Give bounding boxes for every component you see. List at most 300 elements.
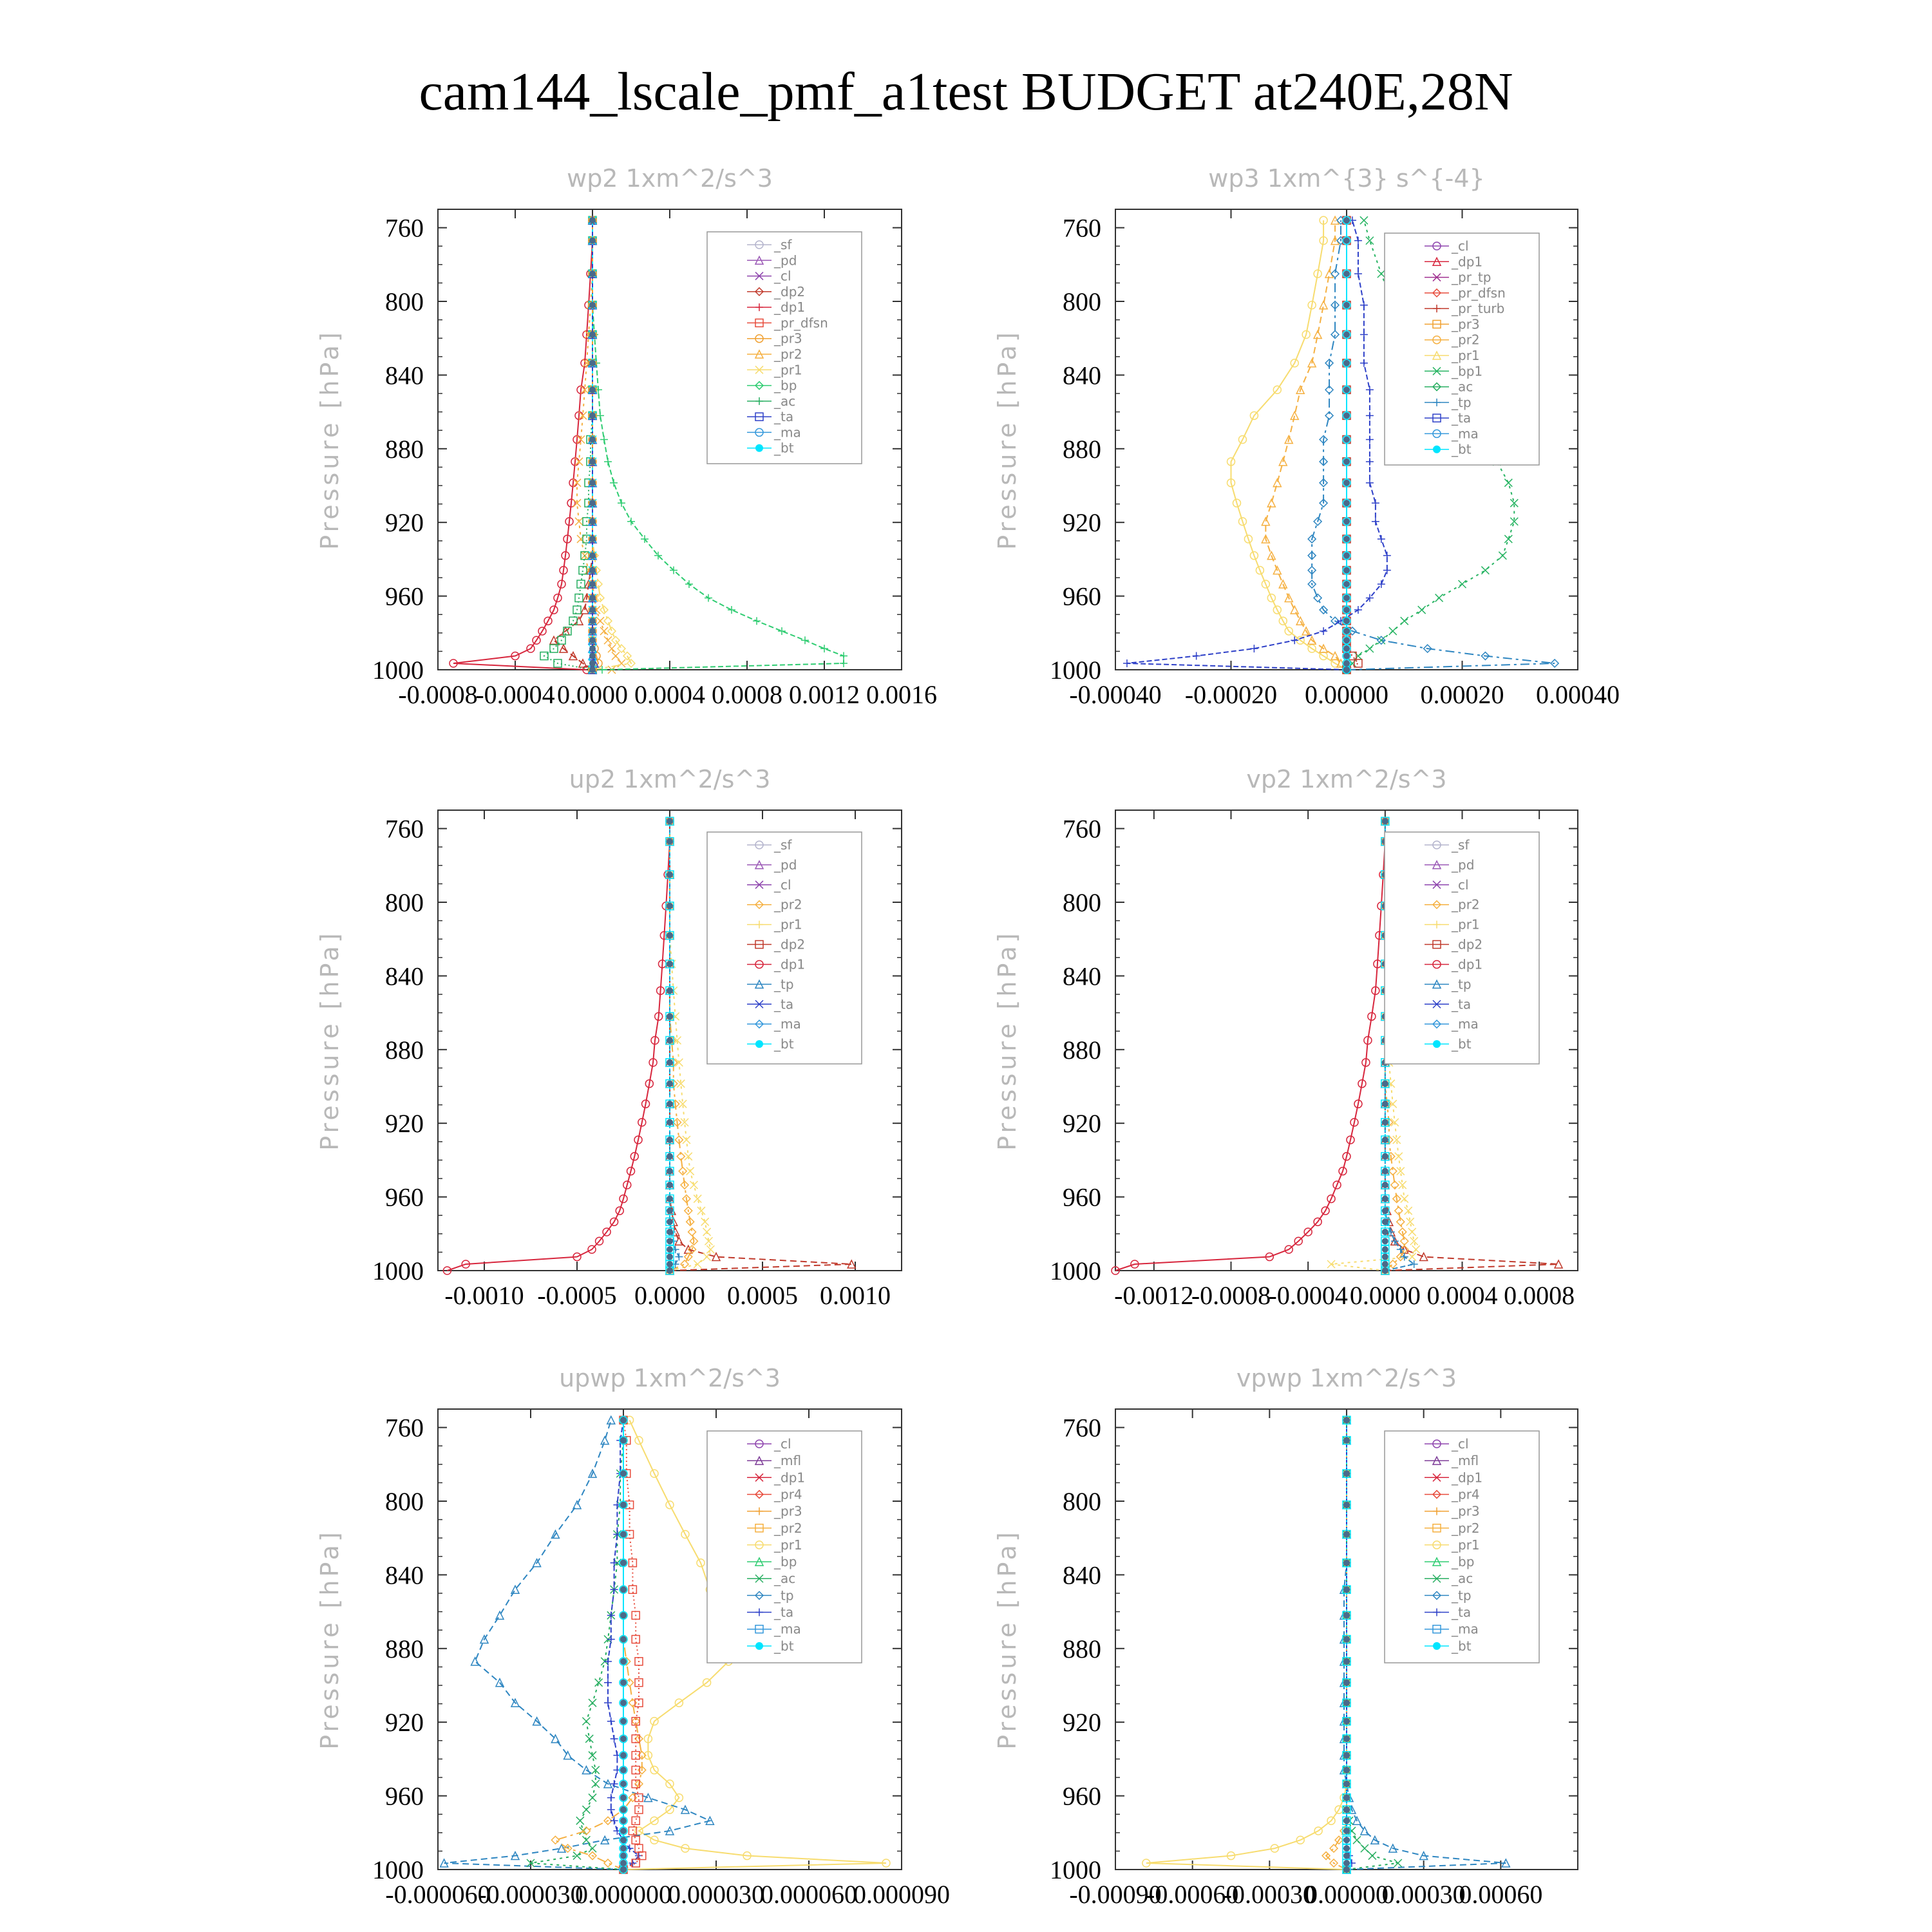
bt-point	[667, 818, 673, 824]
bt-point	[1343, 1658, 1350, 1665]
legend-entry: _ta	[1452, 1604, 1472, 1620]
bt-point	[1343, 1560, 1350, 1566]
bt-point	[620, 1470, 627, 1477]
legend-entry: _dp2	[1452, 936, 1483, 952]
bt-point	[1343, 1853, 1350, 1859]
bt-point	[1343, 1860, 1350, 1866]
bt-point	[589, 594, 596, 601]
y-tick-label: 880	[385, 1035, 424, 1065]
bt-point	[1343, 1437, 1350, 1444]
bt-point	[1343, 1866, 1350, 1873]
bt-point	[1343, 518, 1350, 525]
bt-point	[1343, 536, 1350, 542]
bt-point	[589, 331, 596, 337]
legend-entry: _cl	[1452, 238, 1469, 254]
legend-entry: _bt	[774, 1036, 794, 1052]
legend-entry: _pr1	[774, 362, 802, 378]
bt-point	[620, 1752, 627, 1759]
bt-point	[1382, 1137, 1388, 1143]
legend-entry: _dp1	[774, 956, 806, 972]
x-tick-label: -0.00020	[1184, 680, 1278, 709]
legend-entry: _cl	[774, 268, 791, 284]
bt-point	[667, 1182, 673, 1188]
y-tick-label: 920	[1063, 1708, 1101, 1738]
y-tick-label: 1000	[372, 1855, 424, 1884]
bt-point	[1382, 1229, 1388, 1235]
bt-point	[589, 217, 596, 223]
legend-entry: _pr2	[774, 1520, 802, 1536]
bt-point	[620, 1680, 627, 1686]
x-tick-label: -0.000030	[478, 1880, 583, 1909]
bt-point	[667, 1195, 673, 1202]
bt-point	[620, 1794, 627, 1801]
legend-entry: _pr1	[1452, 348, 1480, 363]
bt-point	[620, 1531, 627, 1537]
bt-point	[1343, 1828, 1350, 1834]
x-tick-label: 0.0000	[1349, 1281, 1421, 1310]
legend-entry: _ac	[774, 1571, 796, 1587]
legend-entry: _cl	[774, 1436, 791, 1452]
bt-point	[1343, 1837, 1350, 1843]
bt-point	[1343, 1612, 1350, 1618]
bt-point	[1382, 1153, 1388, 1160]
x-tick-label: 0.0008	[712, 680, 782, 709]
y-tick-label: 760	[385, 1413, 424, 1443]
bt-point	[1343, 480, 1350, 486]
bt-point	[1343, 1700, 1350, 1706]
legend-marker	[1433, 1040, 1441, 1048]
x-tick-label: -0.00060	[1146, 1880, 1239, 1909]
x-tick-label: -0.00090	[1069, 1880, 1162, 1909]
legend-entry: _ma	[1452, 426, 1479, 442]
y-tick-label: 960	[1063, 582, 1101, 611]
legend-entry: _bp	[1452, 1554, 1475, 1570]
bt-point	[620, 1736, 627, 1742]
legend-entry: _ma	[774, 1621, 801, 1637]
bt-point	[667, 838, 673, 845]
bt-point	[1343, 1845, 1350, 1852]
bt-point	[620, 1612, 627, 1618]
bt-point	[667, 1208, 673, 1214]
x-tick-label: -0.0010	[444, 1281, 524, 1310]
x-tick-label: -0.0004	[475, 680, 555, 709]
bt-point	[667, 932, 673, 938]
bt-point	[667, 1037, 673, 1044]
x-tick-label: 0.000030	[668, 1880, 764, 1909]
legend-entry: _cl	[1452, 876, 1469, 893]
bt-point	[1343, 1586, 1350, 1593]
legend-entry: _pd	[774, 857, 797, 873]
y-tick-label: 920	[385, 508, 424, 538]
bt-point	[589, 238, 596, 244]
legend-entry: _sf	[1452, 837, 1470, 853]
y-tick-label: 1000	[1050, 1855, 1101, 1884]
x-tick-label: 0.0016	[866, 680, 937, 709]
x-tick-label: 0.0004	[634, 680, 705, 709]
x-tick-label: 0.0004	[1426, 1281, 1498, 1310]
x-tick-label: 0.0010	[820, 1281, 891, 1310]
bt-point	[1343, 1767, 1350, 1774]
legend-entry: _ma	[774, 1016, 801, 1032]
y-axis-label: Pressure [hPa]	[993, 329, 1021, 550]
x-tick-label: -0.000060	[385, 1880, 491, 1909]
bt-point	[620, 1636, 627, 1643]
bt-point	[589, 480, 596, 486]
bt-point	[1382, 1101, 1388, 1107]
bt-point	[667, 871, 673, 878]
legend-entry: _pr1	[774, 1537, 802, 1553]
bt-point	[667, 1229, 673, 1235]
x-tick-label: 0.00000	[1305, 680, 1388, 709]
legend-entry: _cl	[774, 876, 791, 893]
bt-point	[620, 1866, 627, 1873]
bt-point	[1343, 217, 1350, 223]
legend-entry: _dp1	[774, 1470, 806, 1486]
x-tick-label: 0.000060	[761, 1880, 857, 1909]
bt-point	[1343, 1752, 1350, 1759]
figure-title: cam144_lscale_pmf_a1test BUDGET at240E,28N	[419, 62, 1513, 122]
x-tick-label: -0.00040	[1069, 680, 1162, 709]
legend-entry: _tp	[1452, 976, 1472, 992]
bt-point	[1382, 1195, 1388, 1202]
x-tick-label: 0.0005	[727, 1281, 798, 1310]
bt-point	[620, 1845, 627, 1852]
y-tick-label: 920	[385, 1708, 424, 1738]
bt-point	[589, 581, 596, 587]
bt-point	[620, 1767, 627, 1774]
x-tick-label: -0.0005	[537, 1281, 617, 1310]
legend-entry: _mfl	[1452, 1453, 1479, 1469]
bt-point	[620, 1700, 627, 1706]
x-tick-label: -0.00030	[1223, 1880, 1316, 1909]
bt-point	[620, 1837, 627, 1843]
legend-entry: _tp	[1452, 394, 1472, 410]
legend-entry: _tp	[1452, 1587, 1472, 1604]
bt-point	[667, 1119, 673, 1126]
bt-point	[589, 553, 596, 559]
bt-point	[667, 1261, 673, 1267]
legend-entry: _bt	[1452, 441, 1472, 457]
bt-point	[1343, 1718, 1350, 1725]
x-tick-label: 0.0008	[1504, 1281, 1575, 1310]
bt-point	[1343, 637, 1350, 643]
legend-entry: _pr_dfsn	[1452, 285, 1506, 301]
bt-point	[1343, 500, 1350, 506]
bt-point	[1343, 1502, 1350, 1508]
legend-entry: _bt	[774, 440, 794, 456]
legend-entry: _pr2	[1452, 1520, 1480, 1536]
y-tick-label: 800	[385, 1487, 424, 1516]
panel-title: up2 1xm^2/s^3	[569, 765, 771, 793]
legend-entry: _ta	[774, 996, 794, 1012]
legend-entry: _ma	[1452, 1621, 1479, 1637]
y-tick-label: 1000	[372, 1256, 424, 1285]
y-tick-label: 800	[1063, 287, 1101, 316]
legend-entry: _pr2	[774, 346, 802, 362]
legend-entry: _ac	[1452, 379, 1473, 395]
bt-point	[1382, 1182, 1388, 1188]
legend-entry: _pr_tp	[1452, 269, 1492, 285]
panel-title: upwp 1xm^2/s^3	[559, 1364, 781, 1392]
legend-marker	[755, 1040, 763, 1048]
legend-entry: _bp1	[1452, 363, 1483, 379]
bt-point	[667, 1013, 673, 1019]
x-tick-label: 0.000000	[575, 1880, 672, 1909]
y-tick-label: 920	[385, 1109, 424, 1139]
legend-marker	[1433, 446, 1441, 453]
y-tick-label: 840	[385, 1560, 424, 1590]
legend-entry: _ma	[1452, 1016, 1479, 1032]
panel-title: vpwp 1xm^2/s^3	[1236, 1364, 1457, 1392]
bt-point	[667, 1101, 673, 1107]
legend-entry: _bt	[1452, 1638, 1472, 1654]
legend-entry: _pr1	[1452, 1537, 1480, 1553]
bt-point	[589, 518, 596, 525]
bt-point	[589, 302, 596, 308]
bt-point	[1382, 1254, 1388, 1260]
bt-point	[1343, 1736, 1350, 1742]
legend-entry: _pd	[1452, 857, 1475, 873]
bt-point	[620, 1586, 627, 1593]
bt-point	[667, 1081, 673, 1087]
bt-point	[667, 1153, 673, 1160]
y-tick-label: 760	[1063, 213, 1101, 243]
legend-entry: _pr2	[774, 896, 802, 913]
bt-point	[1343, 1781, 1350, 1787]
bt-point	[589, 270, 596, 277]
legend-entry: _ta	[774, 1604, 794, 1620]
bt-point	[589, 437, 596, 443]
bt-point	[589, 645, 596, 652]
bt-point	[1382, 1246, 1388, 1253]
bt-point	[1343, 645, 1350, 652]
bt-point	[1343, 653, 1350, 659]
y-tick-label: 960	[1063, 1182, 1101, 1212]
y-tick-label: 760	[385, 814, 424, 844]
bt-point	[589, 500, 596, 506]
x-tick-label: 0.00000	[1305, 1880, 1388, 1909]
legend-marker	[755, 1642, 763, 1650]
bt-point	[667, 1137, 673, 1143]
bt-point	[589, 667, 596, 673]
bt-point	[1343, 302, 1350, 308]
y-tick-label: 840	[1063, 1560, 1101, 1590]
x-tick-label: -0.0012	[1114, 1281, 1194, 1310]
y-tick-label: 920	[1063, 508, 1101, 538]
bt-point	[589, 360, 596, 366]
legend-entry: _pd	[774, 252, 797, 269]
bt-point	[620, 1502, 627, 1508]
bt-point	[1382, 1081, 1388, 1087]
y-tick-label: 1000	[1050, 1256, 1101, 1285]
bt-point	[589, 412, 596, 419]
legend-entry: _cl	[1452, 1436, 1469, 1452]
bt-point	[1382, 1119, 1388, 1126]
bt-point	[1343, 412, 1350, 419]
y-tick-label: 880	[1063, 434, 1101, 464]
bt-point	[667, 1059, 673, 1066]
y-tick-label: 840	[385, 361, 424, 390]
y-tick-label: 840	[1063, 361, 1101, 390]
bt-point	[1343, 1417, 1350, 1423]
y-tick-label: 800	[1063, 1487, 1101, 1516]
bt-point	[1343, 581, 1350, 587]
y-tick-label: 840	[1063, 961, 1101, 991]
y-tick-label: 880	[1063, 1634, 1101, 1663]
bt-point	[620, 1860, 627, 1866]
legend-entry: _dp1	[1452, 254, 1483, 270]
x-tick-label: -0.0004	[1268, 1281, 1348, 1310]
y-axis-label: Pressure [hPa]	[316, 1529, 344, 1750]
bt-point	[667, 903, 673, 909]
x-tick-label: -0.0008	[1191, 1281, 1271, 1310]
y-tick-label: 800	[1063, 888, 1101, 917]
bt-point	[1343, 1531, 1350, 1537]
bt-point	[1343, 1817, 1350, 1824]
bt-point	[620, 1806, 627, 1813]
legend-entry: _pr3	[1452, 316, 1480, 332]
bt-point	[1343, 270, 1350, 277]
y-tick-label: 1000	[372, 656, 424, 685]
legend-entry: _sf	[774, 837, 792, 853]
bt-point	[620, 1417, 627, 1423]
x-tick-label: 0.00020	[1420, 680, 1504, 709]
y-axis-label: Pressure [hPa]	[993, 930, 1021, 1151]
panel-title: vp2 1xm^2/s^3	[1246, 765, 1447, 793]
y-tick-label: 760	[385, 213, 424, 243]
bt-point	[1343, 660, 1350, 667]
legend-entry: _bp	[774, 1554, 797, 1570]
legend-marker	[1433, 1642, 1441, 1650]
bt-point	[1343, 628, 1350, 634]
legend-entry: _tp	[774, 976, 794, 992]
y-tick-label: 880	[385, 434, 424, 464]
bt-point	[620, 1718, 627, 1725]
bt-point	[1343, 1794, 1350, 1801]
y-tick-label: 800	[385, 888, 424, 917]
legend-entry: _bt	[774, 1638, 794, 1654]
bt-point	[667, 1254, 673, 1260]
bt-point	[620, 1817, 627, 1824]
legend-entry: _pr4	[774, 1486, 802, 1502]
y-tick-label: 960	[385, 1781, 424, 1811]
bt-point	[589, 607, 596, 613]
bt-point	[667, 1238, 673, 1244]
bt-point	[620, 1853, 627, 1859]
bt-point	[1343, 238, 1350, 244]
x-tick-label: 0.00060	[1459, 1880, 1543, 1909]
legend-entry: _mfl	[774, 1453, 802, 1469]
x-tick-label: -0.0008	[398, 680, 478, 709]
bt-point	[1343, 553, 1350, 559]
panel-title: wp2 1xm^2/s^3	[567, 164, 773, 193]
legend-entry: _ta	[1452, 996, 1472, 1012]
y-tick-label: 760	[1063, 814, 1101, 844]
bt-point	[1343, 331, 1350, 337]
legend-entry: _pr3	[774, 1503, 802, 1519]
bt-point	[1343, 567, 1350, 574]
y-axis-label: Pressure [hPa]	[993, 1529, 1021, 1750]
bt-point	[667, 1267, 673, 1274]
legend-entry: _dp1	[774, 299, 806, 316]
bt-point	[667, 961, 673, 967]
bt-point	[620, 1828, 627, 1834]
bt-point	[1343, 360, 1350, 366]
bt-point	[620, 1560, 627, 1566]
x-tick-label: 0.000090	[853, 1880, 950, 1909]
y-tick-label: 960	[385, 582, 424, 611]
bt-point	[1382, 1218, 1388, 1225]
bt-point	[1343, 607, 1350, 613]
legend-marker	[755, 444, 763, 452]
legend-entry: _ma	[774, 424, 801, 440]
legend-entry: _bt	[1452, 1036, 1472, 1052]
bt-point	[589, 653, 596, 659]
bt-point	[1343, 459, 1350, 465]
bt-point	[620, 1658, 627, 1665]
y-tick-label: 760	[1063, 1413, 1101, 1443]
legend-entry: _pr3	[774, 330, 802, 346]
y-tick-label: 880	[1063, 1035, 1101, 1065]
y-tick-label: 960	[1063, 1781, 1101, 1811]
bt-point	[589, 459, 596, 465]
x-tick-label: 0.00030	[1381, 1880, 1466, 1909]
y-tick-label: 800	[385, 287, 424, 316]
legend-entry: _ta	[774, 409, 794, 425]
legend-entry: _pr4	[1452, 1486, 1480, 1502]
y-axis-label: Pressure [hPa]	[316, 329, 344, 550]
bt-point	[667, 1246, 673, 1253]
legend-entry: _dp1	[1452, 956, 1483, 972]
bt-point	[1343, 667, 1350, 673]
bt-point	[589, 567, 596, 574]
y-axis-label: Pressure [hPa]	[316, 930, 344, 1151]
legend-entry: _pr_dfsn	[774, 315, 828, 331]
legend-entry: _pr3	[1452, 1503, 1480, 1519]
bt-point	[589, 618, 596, 624]
legend-entry: _ac	[1452, 1571, 1473, 1587]
legend-entry: _ac	[774, 393, 796, 409]
bt-point	[1343, 386, 1350, 393]
x-tick-label: 0.0000	[634, 1281, 705, 1310]
legend-entry: _dp2	[774, 936, 806, 952]
bt-point	[589, 386, 596, 393]
legend-entry: _pr1	[774, 916, 802, 933]
bt-point	[1343, 594, 1350, 601]
y-tick-label: 920	[1063, 1109, 1101, 1139]
bt-point	[620, 1437, 627, 1444]
bt-point	[1382, 1267, 1388, 1274]
x-tick-label: 0.0012	[789, 680, 860, 709]
bt-point	[667, 1218, 673, 1225]
legend-entry: _tp	[774, 1587, 794, 1604]
panel-title: wp3 1xm^{3} s^{-4}	[1208, 164, 1485, 193]
bt-point	[589, 628, 596, 634]
bt-point	[1382, 1208, 1388, 1214]
bt-point	[589, 660, 596, 667]
legend-entry: _ta	[1452, 410, 1472, 426]
legend-entry: _pr2	[1452, 332, 1480, 348]
bt-point	[1343, 1806, 1350, 1813]
bt-point	[1343, 1636, 1350, 1643]
legend-entry: _pr1	[1452, 916, 1480, 933]
legend-entry: _sf	[774, 237, 792, 252]
bt-point	[1382, 1238, 1388, 1244]
bt-point	[1382, 1168, 1388, 1175]
bt-point	[667, 1168, 673, 1175]
bt-point	[589, 536, 596, 542]
bt-point	[1343, 618, 1350, 624]
